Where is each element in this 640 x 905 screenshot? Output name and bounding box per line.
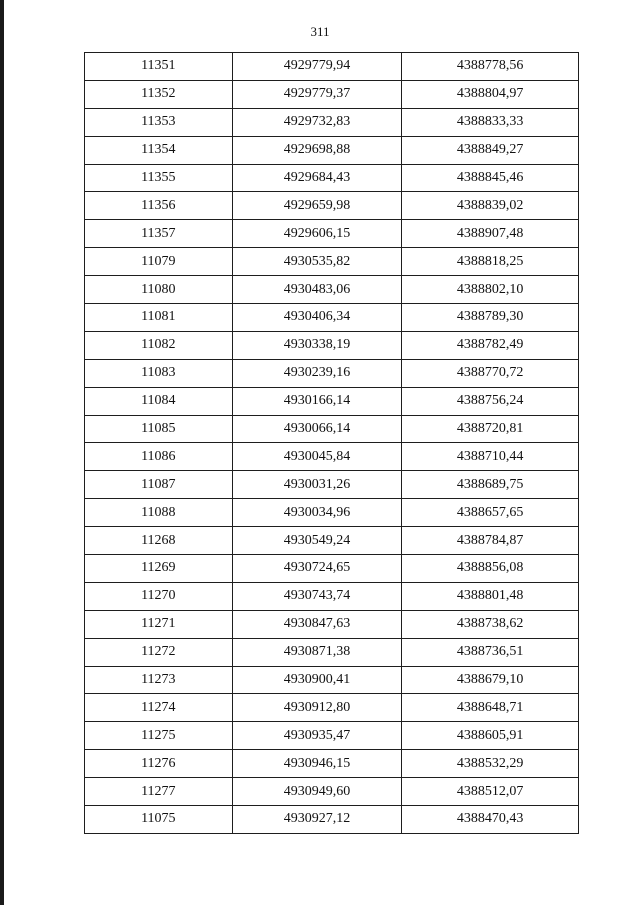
point-number-cell: 11269 [85,555,233,583]
x-coordinate-cell: 4930912,80 [232,694,402,722]
table-row [85,499,579,527]
table-row [85,638,579,666]
table-row [85,722,579,750]
table-row [85,331,579,359]
y-coordinate-cell: 4388804,97 [402,80,579,108]
x-coordinate-cell: 4929698,88 [232,136,402,164]
point-number-cell: 11275 [85,722,233,750]
x-coordinate-cell: 4930743,74 [232,582,402,610]
point-number-cell: 11352 [85,80,233,108]
y-coordinate-cell: 4388605,91 [402,722,579,750]
point-number-cell: 11271 [85,610,233,638]
y-coordinate-cell: 4388720,81 [402,415,579,443]
x-coordinate-cell: 4930483,06 [232,276,402,304]
point-number-cell: 11084 [85,387,233,415]
y-coordinate-cell: 4388648,71 [402,694,579,722]
y-coordinate-cell: 4388818,25 [402,248,579,276]
x-coordinate-cell: 4930406,34 [232,304,402,332]
x-coordinate-cell: 4930871,38 [232,638,402,666]
y-coordinate-cell: 4388845,46 [402,164,579,192]
table-row [85,53,579,81]
x-coordinate-cell: 4930935,47 [232,722,402,750]
x-coordinate-cell: 4930166,14 [232,387,402,415]
x-coordinate-cell: 4929779,94 [232,53,402,81]
table-row [85,304,579,332]
point-number-cell: 11354 [85,136,233,164]
x-coordinate-cell: 4930549,24 [232,527,402,555]
table-row [85,248,579,276]
point-number-cell: 11086 [85,443,233,471]
table-row [85,164,579,192]
table-row [85,276,579,304]
table-row [85,750,579,778]
y-coordinate-cell: 4388782,49 [402,331,579,359]
point-number-cell: 11272 [85,638,233,666]
y-coordinate-cell: 4388856,08 [402,555,579,583]
point-number-cell: 11079 [85,248,233,276]
y-coordinate-cell: 4388778,56 [402,53,579,81]
point-number-cell: 11356 [85,192,233,220]
point-number-cell: 11276 [85,750,233,778]
x-coordinate-cell: 4930338,19 [232,331,402,359]
x-coordinate-cell: 4930724,65 [232,555,402,583]
table-row [85,694,579,722]
point-number-cell: 11081 [85,304,233,332]
point-number-cell: 11270 [85,582,233,610]
point-number-cell: 11087 [85,471,233,499]
table-row [85,108,579,136]
x-coordinate-cell: 4930535,82 [232,248,402,276]
table-row [85,359,579,387]
y-coordinate-cell: 4388679,10 [402,666,579,694]
table-body [85,53,579,834]
y-coordinate-cell: 4388789,30 [402,304,579,332]
table-row [85,555,579,583]
y-coordinate-cell: 4388470,43 [402,806,579,834]
x-coordinate-cell: 4930949,60 [232,778,402,806]
x-coordinate-cell: 4929659,98 [232,192,402,220]
y-coordinate-cell: 4388532,29 [402,750,579,778]
point-number-cell: 11085 [85,415,233,443]
x-coordinate-cell: 4930031,26 [232,471,402,499]
x-coordinate-cell: 4930045,84 [232,443,402,471]
x-coordinate-cell: 4930034,96 [232,499,402,527]
x-coordinate-cell: 4930900,41 [232,666,402,694]
point-number-cell: 11075 [85,806,233,834]
y-coordinate-cell: 4388770,72 [402,359,579,387]
x-coordinate-cell: 4929779,37 [232,80,402,108]
y-coordinate-cell: 4388784,87 [402,527,579,555]
point-number-cell: 11351 [85,53,233,81]
y-coordinate-cell: 4388689,75 [402,471,579,499]
table-row [85,80,579,108]
x-coordinate-cell: 4930847,63 [232,610,402,638]
table-row [85,136,579,164]
table-row [85,471,579,499]
table-row [85,806,579,834]
table-row [85,220,579,248]
point-number-cell: 11082 [85,331,233,359]
point-number-cell: 11083 [85,359,233,387]
table-row [85,527,579,555]
table-row [85,778,579,806]
table-row [85,443,579,471]
y-coordinate-cell: 4388839,02 [402,192,579,220]
point-number-cell: 11273 [85,666,233,694]
y-coordinate-cell: 4388907,48 [402,220,579,248]
x-coordinate-cell: 4929606,15 [232,220,402,248]
page-number: 311 [310,24,330,39]
x-coordinate-cell: 4930066,14 [232,415,402,443]
x-coordinate-cell: 4930946,15 [232,750,402,778]
y-coordinate-cell: 4388833,33 [402,108,579,136]
point-number-cell: 11268 [85,527,233,555]
point-number-cell: 11357 [85,220,233,248]
x-coordinate-cell: 4929684,43 [232,164,402,192]
x-coordinate-cell: 4930927,12 [232,806,402,834]
y-coordinate-cell: 4388849,27 [402,136,579,164]
scan-edge-shadow [0,0,4,905]
y-coordinate-cell: 4388738,62 [402,610,579,638]
y-coordinate-cell: 4388756,24 [402,387,579,415]
y-coordinate-cell: 4388801,48 [402,582,579,610]
table-row [85,610,579,638]
point-number-cell: 11088 [85,499,233,527]
table-row [85,415,579,443]
y-coordinate-cell: 4388710,44 [402,443,579,471]
table-row [85,582,579,610]
y-coordinate-cell: 4388657,65 [402,499,579,527]
point-number-cell: 11355 [85,164,233,192]
table-row [85,387,579,415]
coordinates-table [84,52,579,834]
point-number-cell: 11277 [85,778,233,806]
point-number-cell: 11080 [85,276,233,304]
table-row [85,192,579,220]
x-coordinate-cell: 4929732,83 [232,108,402,136]
point-number-cell: 11274 [85,694,233,722]
point-number-cell: 11353 [85,108,233,136]
y-coordinate-cell: 4388512,07 [402,778,579,806]
y-coordinate-cell: 4388802,10 [402,276,579,304]
y-coordinate-cell: 4388736,51 [402,638,579,666]
x-coordinate-cell: 4930239,16 [232,359,402,387]
table-row [85,666,579,694]
